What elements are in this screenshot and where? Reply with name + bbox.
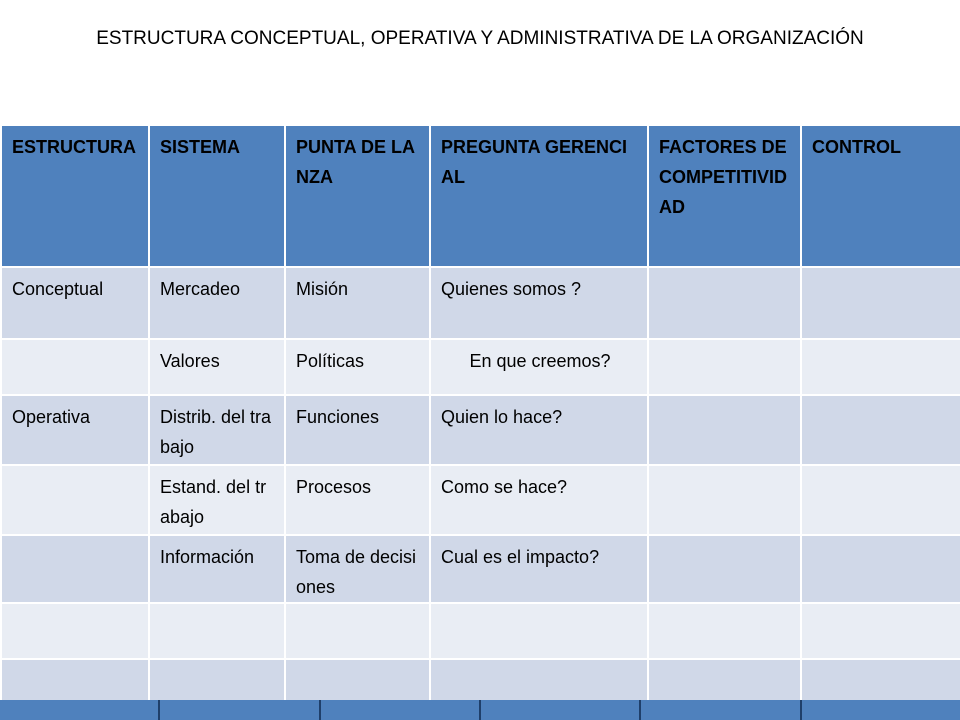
table-cell: Operativa: [1, 395, 149, 465]
table-cell: Información: [149, 535, 285, 603]
table-cell: [801, 395, 960, 465]
table-cell: Funciones: [285, 395, 430, 465]
table-row: [1, 603, 960, 659]
table-cell: [801, 465, 960, 535]
table-cell: [801, 267, 960, 339]
footer-segment: [800, 700, 960, 720]
footer-segment: [639, 700, 799, 720]
header-sistema: SISTEMA: [149, 125, 285, 267]
header-factores-de-competitividad: FACTORES DE COMPETITIVIDAD: [648, 125, 801, 267]
table-cell: [430, 659, 648, 703]
table-cell: Quien lo hace?: [430, 395, 648, 465]
header-row: [1, 125, 960, 267]
table-cell: [1, 465, 149, 535]
footer-segment: [479, 700, 639, 720]
table-cell: [1, 659, 149, 703]
table-cell: Quienes somos ?: [430, 267, 648, 339]
table-row: [1, 465, 960, 535]
footer-bar: [0, 700, 960, 720]
header-control: CONTROL: [801, 125, 960, 267]
table-cell: Distrib. del trabajo: [149, 395, 285, 465]
structure-table: [0, 124, 960, 704]
header-pregunta-gerencial: PREGUNTA GERENCIAL: [430, 125, 648, 267]
table-cell: [801, 603, 960, 659]
table-row: [1, 395, 960, 465]
table-cell: Conceptual: [1, 267, 149, 339]
footer-segment: [158, 700, 318, 720]
table-cell: [149, 659, 285, 703]
table-row: [1, 339, 960, 395]
table-cell: [648, 465, 801, 535]
table-cell: [648, 339, 801, 395]
header-punta-de-lanza: PUNTA DE LANZA: [285, 125, 430, 267]
table-row: [1, 659, 960, 703]
table-cell: [648, 535, 801, 603]
table-cell: [648, 659, 801, 703]
table-row: [1, 535, 960, 603]
table-cell: En que creemos?: [430, 339, 648, 395]
table-cell: [285, 603, 430, 659]
table-cell: Cual es el impacto?: [430, 535, 648, 603]
table-cell: Toma de decisiones: [285, 535, 430, 603]
page-title: ESTRUCTURA CONCEPTUAL, OPERATIVA Y ADMINISTRATIVA DE LA ORGANIZACIÓN: [96, 28, 864, 49]
table-cell: [648, 395, 801, 465]
table-cell: [1, 535, 149, 603]
table-cell: [1, 603, 149, 659]
footer-segment: [0, 700, 158, 720]
table-cell: [801, 659, 960, 703]
table-cell: [1, 339, 149, 395]
table-cell: Mercadeo: [149, 267, 285, 339]
table-cell: Valores: [149, 339, 285, 395]
table-cell: Como se hace?: [430, 465, 648, 535]
table-cell: [801, 339, 960, 395]
table-cell: [149, 603, 285, 659]
table-cell: Políticas: [285, 339, 430, 395]
footer-segment: [319, 700, 479, 720]
table-cell: [801, 535, 960, 603]
table-cell: Procesos: [285, 465, 430, 535]
table-row: [1, 267, 960, 339]
table-cell: [430, 603, 648, 659]
table-cell: [648, 603, 801, 659]
table-cell: Estand. del trabajo: [149, 465, 285, 535]
table-cell: [285, 659, 430, 703]
header-estructura: ESTRUCTURA: [1, 125, 149, 267]
table-cell: [648, 267, 801, 339]
table-cell: Misión: [285, 267, 430, 339]
